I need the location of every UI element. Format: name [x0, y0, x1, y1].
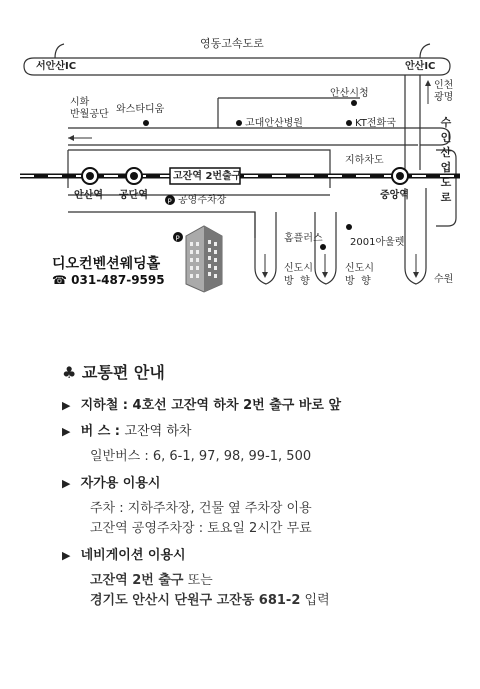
- svg-text:P: P: [175, 234, 180, 243]
- label-jungang-station: 중앙역: [380, 190, 409, 201]
- car-detail-2: 고잔역 공영주차장 : 토요일 2시간 무료: [90, 521, 312, 536]
- label-wasta: 와스타디움: [116, 104, 165, 115]
- label-public-parking: 공영주차장: [178, 195, 227, 206]
- subway-row: [62, 395, 462, 417]
- label-hospital: 고대안산병원: [245, 118, 303, 129]
- bus-detail: 일반버스 : 6, 6-1, 97, 98, 99-1, 500: [90, 449, 312, 464]
- guide-title: [62, 360, 462, 383]
- label-incheon: 인천 광명: [434, 80, 454, 103]
- station-gongdan-marker: [126, 168, 142, 184]
- station-ansan-marker: [82, 168, 98, 184]
- phone-number: 031-487-9595: [71, 273, 165, 287]
- bus-value: 고잔역 하차: [124, 424, 192, 439]
- label-outlet: 2001아울렛: [350, 237, 405, 248]
- label-top-highway: 영동고속도로: [200, 37, 264, 50]
- label-city-hall: 안산시청: [330, 88, 369, 99]
- club-icon: ♣: [62, 363, 77, 382]
- station-jungang-marker: [392, 168, 408, 184]
- label-sindosi-1: 신도시 방 향: [284, 263, 313, 287]
- navi-line2-rest: 입력: [300, 593, 330, 608]
- label-gongdan-station: 공단역: [119, 190, 148, 201]
- label-homeplus: 홈플러스: [284, 233, 323, 244]
- building-icon: [186, 226, 222, 292]
- label-right-road: 수인산업도로: [440, 116, 452, 204]
- guide-title-text: 교통편 안내: [81, 363, 165, 382]
- car-label: 자가용 이용시: [80, 476, 161, 491]
- label-left-ic: 서안산IC: [36, 61, 77, 72]
- car-row: [62, 473, 462, 495]
- navi-line-1: [62, 571, 462, 591]
- subway-label: 지하철 : 4호선 고잔역 하차 2번 출구 바로 앞: [80, 398, 342, 413]
- navi-label: 네비게이션 이용시: [80, 548, 186, 563]
- bus-row: [62, 421, 462, 443]
- transport-guide: [62, 360, 462, 617]
- triangle-right-icon: ▶: [62, 399, 71, 412]
- label-ansan-station: 안산역: [74, 190, 103, 201]
- phone-icon: ☎: [52, 273, 67, 287]
- navi-line-2: [62, 591, 462, 611]
- navi-row: [62, 545, 462, 567]
- label-underpass: 지하차도: [345, 155, 384, 166]
- label-kt: KT전화국: [355, 118, 396, 129]
- label-gojan-exit: 고잔역 2번출구: [173, 171, 242, 182]
- bus-label: 버 스 :: [80, 424, 125, 439]
- venue-phone: [52, 273, 165, 287]
- navi-line2-bold: 경기도 안산시 단원구 고잔동 681-2: [90, 593, 301, 608]
- location-map: [0, 0, 480, 300]
- navi-line1-bold: 고잔역 2번 출구: [90, 573, 184, 588]
- svg-text:P: P: [167, 197, 172, 206]
- label-right-ic: 안산IC: [405, 61, 436, 72]
- triangle-right-icon: ▶: [62, 549, 71, 562]
- label-suwon: 수원: [434, 274, 454, 285]
- triangle-right-icon: ▶: [62, 477, 71, 490]
- label-sindosi-2: 신도시 방 향: [345, 263, 374, 287]
- label-sihwa: 시화 반월공단: [70, 97, 109, 120]
- triangle-right-icon: ▶: [62, 425, 71, 438]
- navi-line1-rest: 또는: [183, 573, 213, 588]
- car-detail-1: 주차 : 지하주차장, 건물 옆 주차장 이용: [90, 501, 312, 516]
- venue-name: 디오컨벤션웨딩홀: [52, 256, 161, 272]
